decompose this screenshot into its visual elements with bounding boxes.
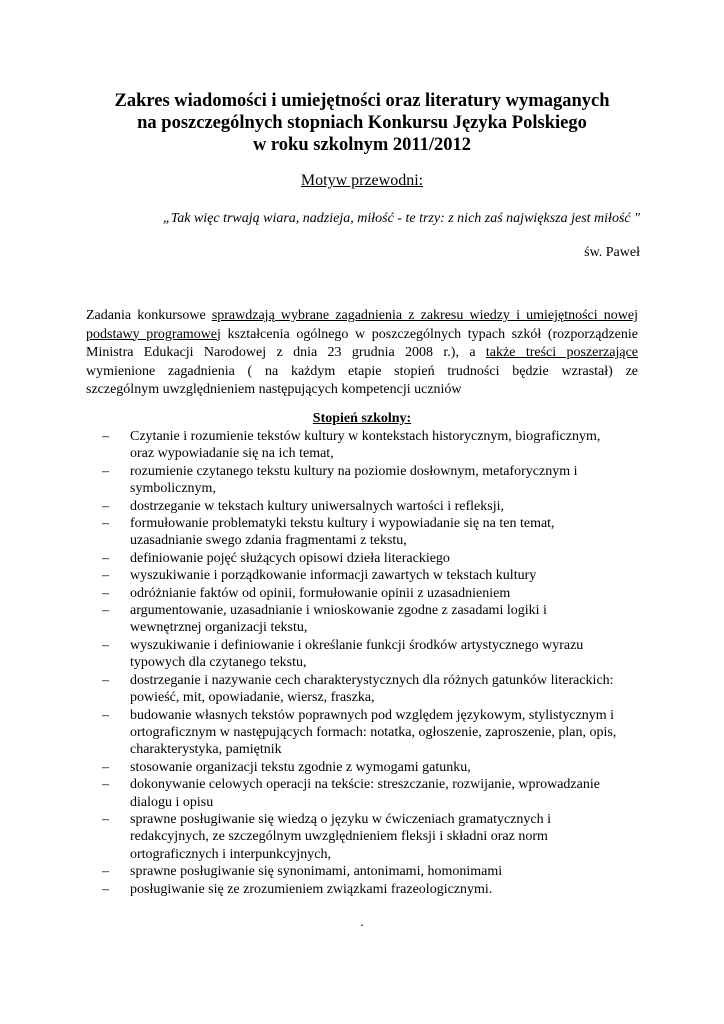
list-item [100,672,660,707]
list-item [100,759,660,776]
list-item-text: dokonywanie celowych operacji na tekście: streszczanie, rozwijanie, wprowadzanie [130,777,600,793]
intro-underlined-text: sprawdzają wybrane zagadnienia z zakresu wiedzy i umiejętności nowej [211,308,638,323]
intro-text: Ministra Edukacji Narodowej z dnia 23 grudnia 2008 r.), a [86,345,486,361]
list-item-text: sprawne posługiwanie się wiedzą o języku w ćwiczeniach gramatycznych i [130,811,551,827]
intro-line [86,307,638,326]
list-dash: – [102,550,109,566]
list-dash: – [102,707,109,723]
title-line: na poszczególnych stopniach Konkursu Języka Polskiego [137,113,587,133]
list-item-text: posługiwanie się ze zrozumieniem związkami frazeologicznymi. [130,881,493,897]
intro-text: Zadania konkursowe [86,308,212,323]
motto-label-text: Motyw przewodni: [300,172,424,189]
list-item [100,515,660,550]
list-item-text: ortograficznym w następujących formach: notatka, ogłoszenie, zaproszenie, plan, opis, [130,724,617,740]
competence-list [100,428,660,898]
list-item [100,811,660,863]
list-item [100,550,660,567]
list-item-text: charakterystyka, pamiętnik [130,742,282,758]
list-dash: – [102,811,109,827]
list-item [100,707,660,759]
title-line: w roku szkolnym 2011/2012 [252,135,472,155]
intro-paragraph [86,307,638,400]
list-item-text: ortograficznych i interpunkcyjnych, [130,846,331,862]
list-dash: – [102,463,109,479]
list-item-text: dialogu i opisu [130,794,214,810]
intro-line: wymienione zagadnienia ( na każdym etapie stopień trudności będzie wzrastał) ze [86,363,638,379]
list-dash: – [102,881,109,897]
motto-author: św. Paweł [584,245,640,260]
list-item-text: argumentowanie, uzasadnianie i wnioskowanie zgodne z zasadami logiki i [130,603,547,619]
list-item-text: sprawne posługiwanie się synonimami, antonimami, homonimami [130,864,503,880]
list-item-text: dostrzeganie i nazywanie cech charakterystycznych dla różnych gatunków literackich: [130,672,614,688]
list-dash: – [102,672,109,688]
list-item [100,585,660,602]
list-item-text: stosowanie organizacji tekstu zgodnie z wymogami gatunku, [130,759,471,775]
list-dash: – [102,759,109,775]
motto-label [0,171,724,191]
list-item [100,863,660,880]
list-item-text: odróżnianie faktów od opinii, formułowanie opinii z uzasadnieniem [130,585,511,601]
title-line: Zakres wiadomości i umiejętności oraz literatury wymaganych [114,91,610,111]
list-item-text: dostrzeganie w tekstach kultury uniwersalnych wartości i refleksji, [130,498,504,514]
list-item-text: wyszukiwanie i definiowanie i określanie funkcji środków artystycznego wyrazu [130,637,584,653]
list-item-text: wewnętrznej organizacji tekstu, [130,620,308,636]
list-item-text: budowanie własnych tekstów poprawnych pod względem językowym, stylistycznym i [130,707,615,723]
list-item-text: symbolicznym, [130,481,216,497]
list-item-text: Czytanie i rozumienie tekstów kultury w kontekstach historycznym, biograficznym, [130,429,601,444]
intro-underlined-text: podstawy programowej [86,326,221,342]
motto-quote: „Tak więc trwają wiara, nadzieja, miłość - te trzy: z nich zaś największa jest miłość " [162,211,640,226]
section-title [0,410,724,428]
intro-line [86,326,638,345]
list-item-text: redakcyjnych, ze szczególnym uwzględnieniem fleksji i składni oraz norm [130,829,548,845]
list-item [100,428,660,463]
list-dash: – [102,429,109,444]
document-title [60,90,664,156]
list-item-text: typowych dla czytanego tekstu, [130,655,307,671]
list-dash: – [102,777,109,793]
list-item-text: powieść, mit, opowiadanie, wiersz, fraszka, [130,690,375,706]
list-item-text: oraz wypowiadanie się na ich temat, [130,446,334,462]
list-item [100,637,660,672]
list-dash: – [102,516,109,532]
list-item-text: wyszukiwanie i porządkowanie informacji zawartych w tekstach kultury [130,568,537,584]
list-dash: – [102,637,109,653]
list-dash: – [102,568,109,584]
intro-line: szczególnym uwzględnieniem następujących kompetencji uczniów [86,382,462,398]
list-item-text: rozumienie czytanego tekstu kultury na poziomie dosłownym, metaforycznym i [130,463,578,479]
list-item [100,567,660,584]
list-item-text: formułowanie problematyki tekstu kultury i wypowiadanie się na ten temat, [130,516,555,532]
list-item-text: definiowanie pojęć służących opisowi dzieła literackiego [130,550,450,566]
list-dash: – [102,585,109,601]
section-title-text: Stopień szkolny: [312,411,412,426]
list-dash: – [102,603,109,619]
intro-line [86,344,638,363]
intro-underlined-text: także treści poszerzające [485,345,638,361]
list-item [100,463,660,498]
list-item [100,602,660,637]
list-item [100,498,660,515]
list-dash: – [102,498,109,514]
list-item [100,881,660,898]
intro-text: kształcenia ogólnego w poszczególnych typach szkół (rozporządzenie [220,326,638,342]
list-dash: – [102,864,109,880]
list-item [100,776,660,811]
footer-mark: . [360,915,364,930]
list-item-text: uzasadnianie swego zdania fragmentami z tekstu, [130,533,407,549]
